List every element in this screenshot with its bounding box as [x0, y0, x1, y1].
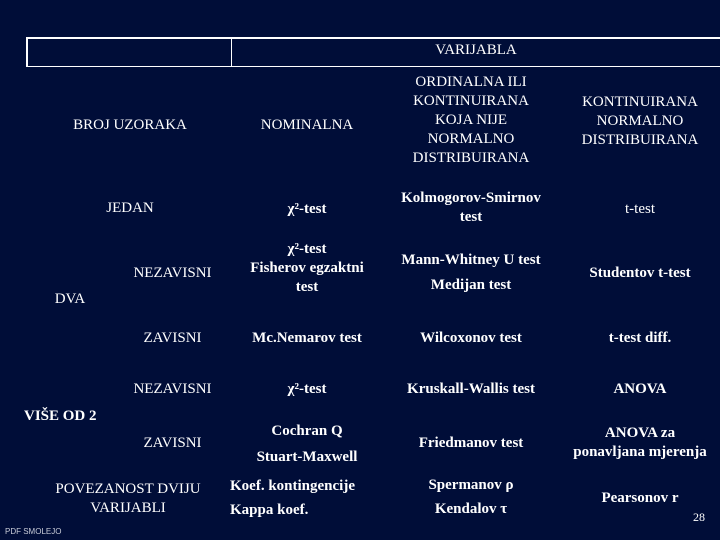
povezanost-ordinal-line: Spermanov ρ [428, 477, 514, 493]
dva-zavisni-ordinal: Wilcoxonov test [420, 330, 522, 346]
dva-zavisni-normal: t-test diff. [608, 330, 672, 346]
nominalna-header: NOMINALNA [260, 117, 354, 133]
page-number: 28 [693, 510, 705, 524]
vise-zavisni-normal-line: ponavljana mjerenja [573, 444, 707, 460]
jedan-ordinal-line: test [459, 209, 483, 225]
dva-nezavisni-nominal-line: test [295, 279, 319, 295]
povezanost-ordinal [380, 476, 562, 519]
vise-zavisni-normal [553, 424, 720, 462]
dva-nezavisni-ordinal-line: Medijan test [430, 277, 512, 293]
vise-nezavisni-normal: ANOVA [613, 381, 667, 397]
ordinalna-line: NORMALNO [427, 131, 515, 147]
vise-nezavisni-ordinal: Kruskall-Wallis test [407, 381, 535, 397]
povezanost-nominal [230, 477, 386, 520]
povezanost-label-line: VARIJABLI [90, 500, 166, 516]
kontinuirana-line: NORMALNO [596, 113, 684, 129]
povezanost-ordinal-line: Kendalov τ [434, 501, 508, 517]
row-label-povezanost [20, 480, 236, 518]
footer-author: PDF SMOLEJO [5, 527, 62, 536]
kontinuirana-header [560, 93, 720, 150]
broj-uzoraka-header: BROJ UZORAKA [73, 117, 187, 133]
vise-zavisni-nominal-line: Stuart-Maxwell [256, 449, 358, 465]
jedan-ordinal-line: Kolmogorov-Smirnov [401, 190, 541, 206]
vise-nezavisni-nominal: χ²-test [287, 381, 327, 397]
vise-nezavisni-label: NEZAVISNI [133, 381, 212, 397]
table-border-left [26, 37, 28, 67]
dva-nezavisni-label: NEZAVISNI [133, 265, 212, 281]
ordinalna-line: KOJA NIJE [434, 112, 508, 128]
vise-zavisni-label: ZAVISNI [143, 435, 202, 451]
vise-zavisni-nominal [232, 422, 382, 467]
jedan-normal: t-test [625, 201, 655, 217]
povezanost-nominal-line: Kappa koef. [230, 502, 309, 518]
povezanost-nominal-line: Koef. kontingencije [230, 478, 355, 494]
dva-nezavisni-nominal-line: Fisherov egzaktni [250, 260, 364, 276]
ordinalna-line: DISTRIBUIRANA [412, 150, 530, 166]
varijabla-header: VARIJABLA [435, 42, 517, 58]
ordinalna-line: KONTINUIRANA [413, 93, 529, 109]
dva-nezavisni-nominal-line: χ²-test [287, 241, 327, 257]
dva-nezavisni-nominal [232, 240, 382, 297]
header-divider [26, 66, 720, 67]
povezanost-normal: Pearsonov r [601, 490, 679, 506]
row-label-dva: DVA [54, 291, 86, 307]
vise-zavisni-nominal-line: Cochran Q [271, 423, 343, 439]
table-border-top [26, 37, 720, 39]
dva-nezavisni-ordinal-line: Mann-Whitney U test [401, 252, 541, 268]
vise-zavisni-normal-line: ANOVA za [604, 425, 676, 441]
dva-zavisni-label: ZAVISNI [143, 330, 202, 346]
dva-nezavisni-normal: Studentov t-test [589, 265, 691, 281]
row-label-vise: VIŠE OD 2 [24, 408, 97, 424]
povezanost-label-line: POVEZANOST DVIJU [55, 481, 201, 497]
jedan-nominal: χ²-test [287, 201, 327, 217]
dva-nezavisni-ordinal [380, 251, 562, 295]
jedan-ordinal [380, 189, 562, 227]
row-label-jedan: JEDAN [106, 200, 154, 216]
ordinalna-header [383, 73, 559, 168]
ordinalna-line: ORDINALNA ILI [415, 74, 527, 90]
vise-zavisni-ordinal: Friedmanov test [418, 435, 524, 451]
kontinuirana-line: KONTINUIRANA [582, 94, 698, 110]
kontinuirana-line: DISTRIBUIRANA [581, 132, 699, 148]
dva-zavisni-nominal: Mc.Nemarov test [252, 330, 362, 346]
